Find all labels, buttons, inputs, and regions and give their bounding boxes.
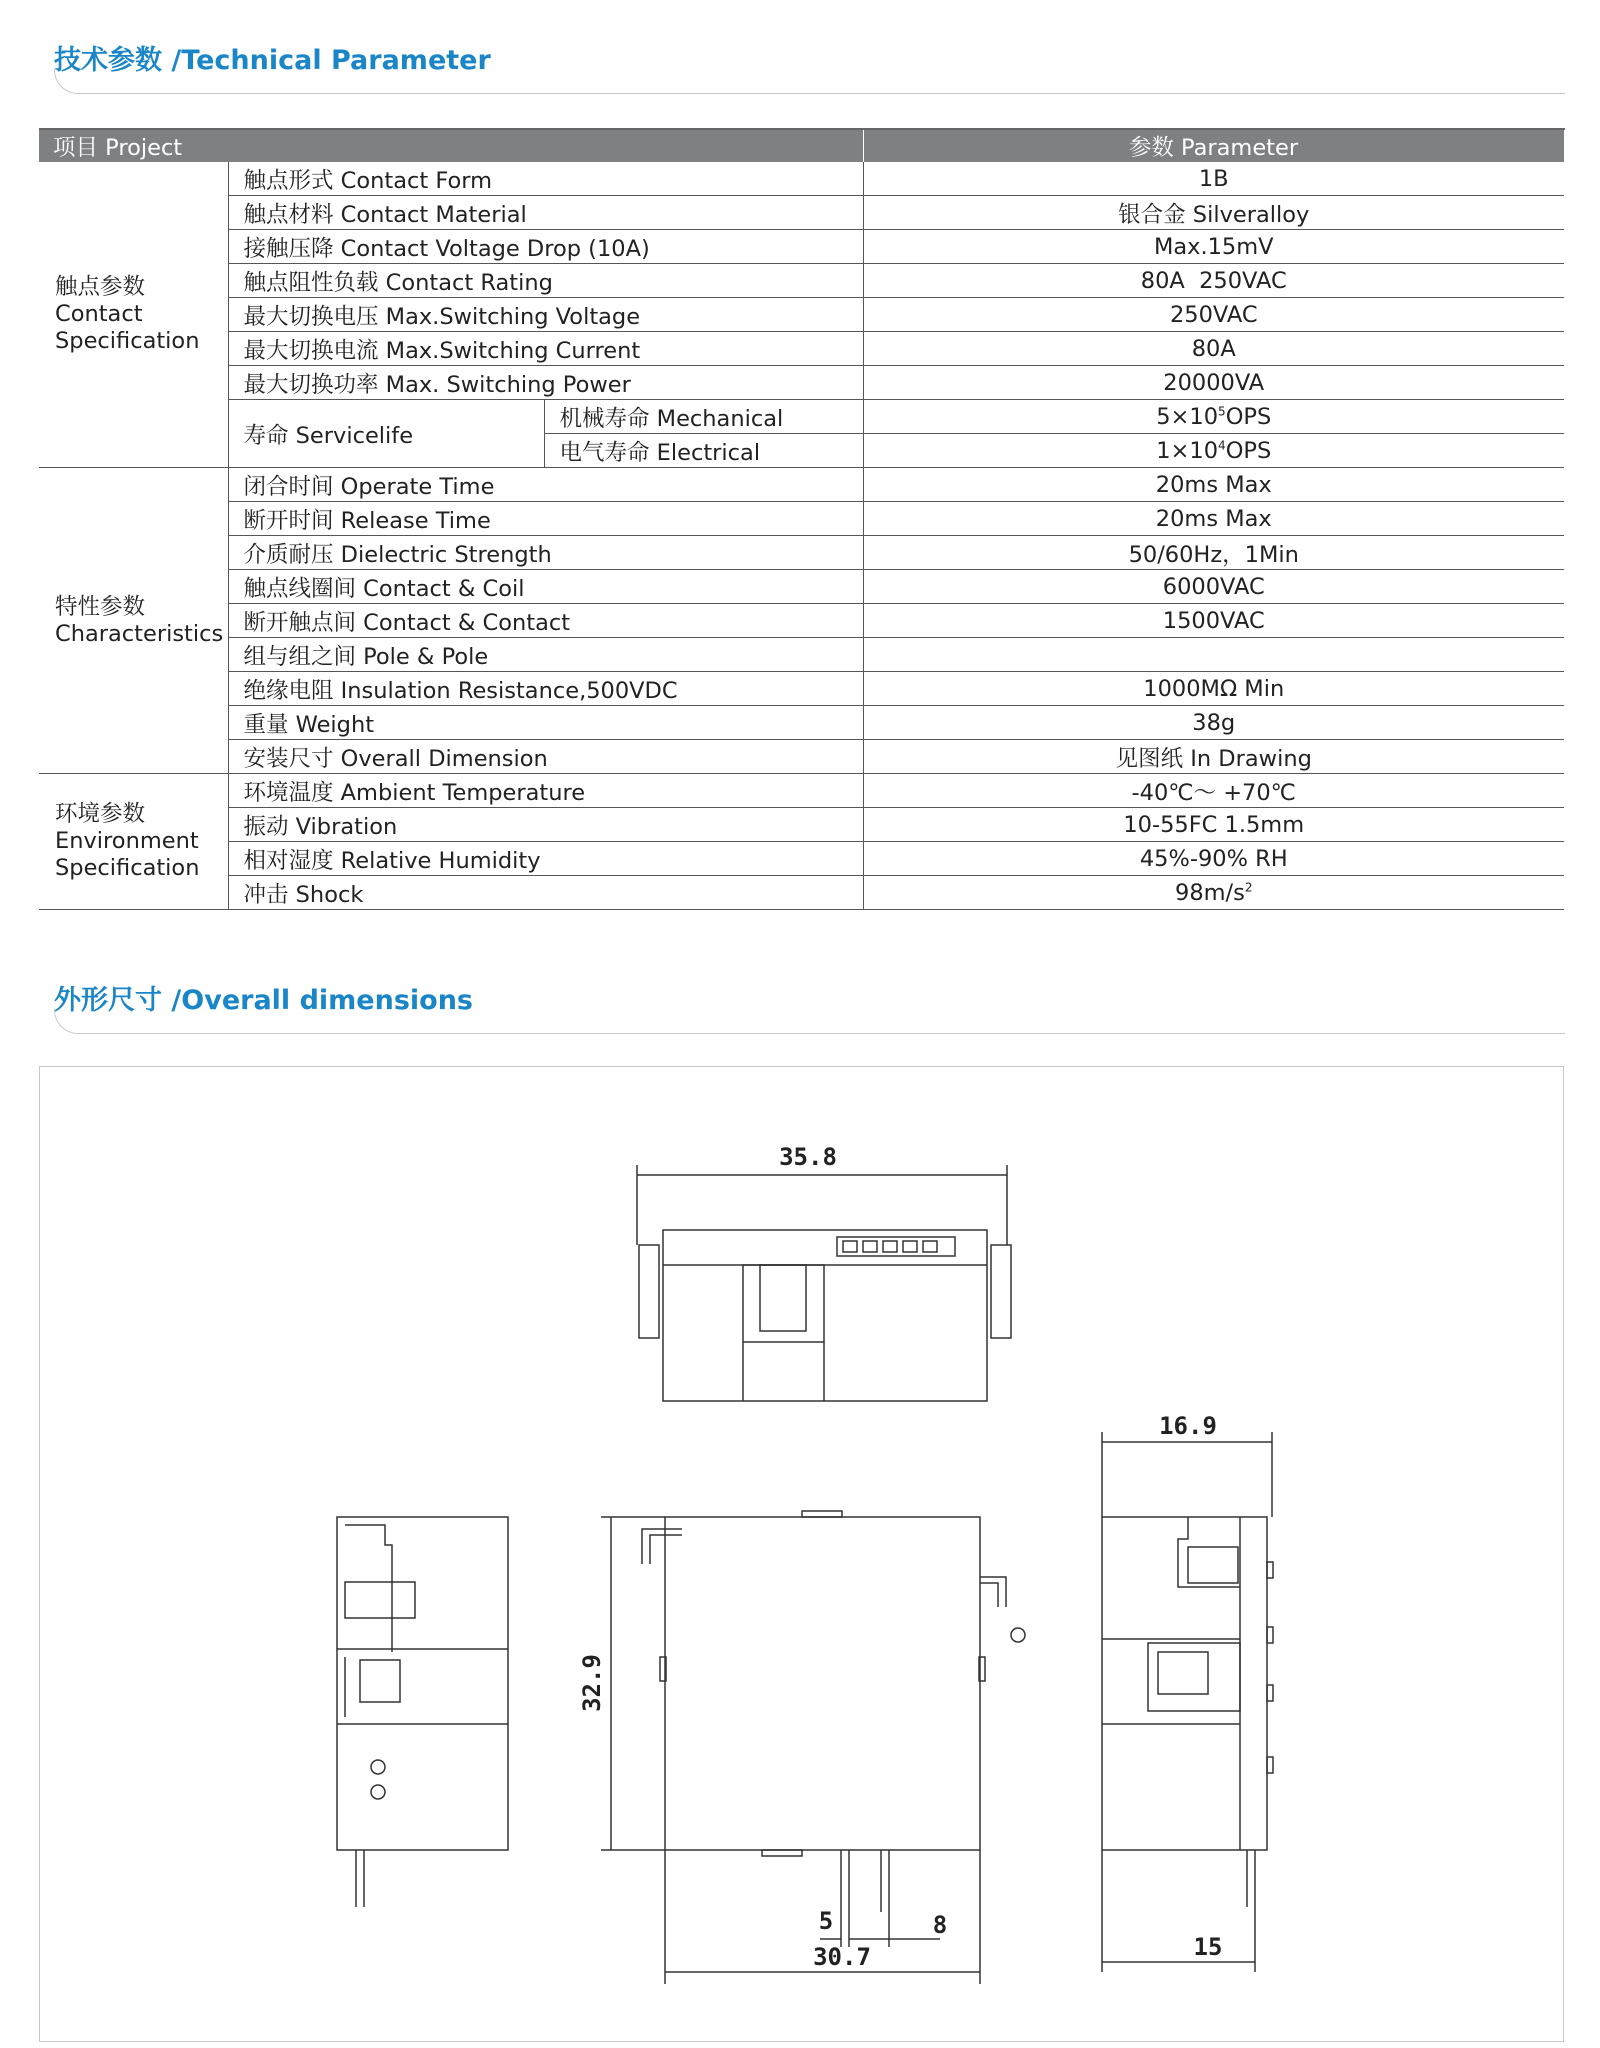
table-row bbox=[39, 808, 1564, 842]
table-row bbox=[39, 366, 1564, 400]
row-value: 见图纸 In Drawing bbox=[863, 740, 1564, 774]
table-row bbox=[39, 468, 1564, 502]
value-base: 1×10 bbox=[1156, 437, 1219, 464]
row-value: 38g bbox=[863, 706, 1564, 740]
value-exponent: 2 bbox=[1244, 880, 1253, 894]
row-value: 45%-90% RH bbox=[863, 842, 1564, 876]
row-label: 相对湿度 Relative Humidity bbox=[228, 842, 863, 876]
dimension-drawing-panel bbox=[39, 1066, 1564, 2042]
value-unit: OPS bbox=[1225, 437, 1272, 464]
row-value: 80A bbox=[863, 332, 1564, 366]
top-view-outline bbox=[639, 1230, 1011, 1401]
table-row bbox=[39, 162, 1564, 196]
row-value: 1B bbox=[863, 162, 1564, 196]
table-row bbox=[39, 264, 1564, 298]
dimension-line-side-width bbox=[1102, 1432, 1272, 1517]
dimension-line-pins bbox=[820, 1912, 940, 1947]
group-characteristics bbox=[39, 468, 228, 774]
row-value: 50/60Hz，1Min bbox=[863, 536, 1564, 570]
value-exponent: 4 bbox=[1218, 438, 1226, 452]
row-label: 接触压降 Contact Voltage Drop (10A) bbox=[228, 230, 863, 264]
table-row bbox=[39, 570, 1564, 604]
table-row bbox=[39, 842, 1564, 876]
right-view-outline bbox=[1102, 1517, 1273, 1907]
group-contact-specification bbox=[39, 162, 228, 468]
value-unit: OPS bbox=[1225, 403, 1272, 430]
group-label-en: Specification bbox=[55, 328, 200, 354]
row-value bbox=[863, 434, 1564, 468]
row-value: 250VAC bbox=[863, 298, 1564, 332]
row-label: 触点形式 Contact Form bbox=[228, 162, 863, 196]
header-project: 项目 Project bbox=[39, 129, 863, 162]
dimension-label-side-depth: 15 bbox=[1193, 1933, 1223, 1961]
table-row bbox=[39, 400, 1564, 434]
section-divider bbox=[54, 1009, 1565, 1034]
group-label-cn: 环境参数 bbox=[55, 801, 146, 827]
table-row bbox=[39, 536, 1564, 570]
row-value: 20ms Max bbox=[863, 502, 1564, 536]
row-label: 绝缘电阻 Insulation Resistance,500VDC bbox=[228, 672, 863, 706]
left-view-outline bbox=[337, 1517, 508, 1907]
row-label: 环境温度 Ambient Temperature bbox=[228, 774, 863, 808]
row-label: 触点阻性负载 Contact Rating bbox=[228, 264, 863, 298]
row-label: 触点材料 Contact Material bbox=[228, 196, 863, 230]
row-value: 10-55FC 1.5mm bbox=[863, 808, 1564, 842]
row-label: 最大切换电流 Max.Switching Current bbox=[228, 332, 863, 366]
table-row bbox=[39, 604, 1564, 638]
row-label: 断开触点间 Contact & Contact bbox=[228, 604, 863, 638]
group-label-en: Environment bbox=[55, 828, 199, 854]
row-sublabel: 机械寿命 Mechanical bbox=[544, 400, 863, 434]
row-label: 振动 Vibration bbox=[228, 808, 863, 842]
row-value bbox=[863, 876, 1564, 910]
overall-dimensions-title: 外形尺寸 /Overall dimensions bbox=[54, 985, 473, 1016]
row-label: 最大切换电压 Max.Switching Voltage bbox=[228, 298, 863, 332]
row-label: 最大切换功率 Max. Switching Power bbox=[228, 366, 863, 400]
row-value: 1000MΩ Min bbox=[863, 672, 1564, 706]
row-sublabel: 电气寿命 Electrical bbox=[544, 434, 863, 468]
row-value: 20000VA bbox=[863, 366, 1564, 400]
group-label-en: Specification bbox=[55, 855, 200, 881]
group-label-cn: 触点参数 bbox=[55, 274, 146, 300]
group-label-cn: 特性参数 bbox=[55, 593, 146, 620]
dimension-label-bottom-width: 30.7 bbox=[813, 1943, 871, 1971]
dimension-label-top-width: 35.8 bbox=[779, 1143, 837, 1171]
value-base: 5×10 bbox=[1156, 403, 1219, 430]
dimension-line-height bbox=[601, 1517, 665, 1850]
table-row bbox=[39, 502, 1564, 536]
table-row bbox=[39, 230, 1564, 264]
row-label: 重量 Weight bbox=[228, 706, 863, 740]
row-value: 20ms Max bbox=[863, 468, 1564, 502]
value-base: 98m/s bbox=[1175, 879, 1245, 906]
row-value bbox=[863, 638, 1564, 672]
dimension-label-pin-offset: 8 bbox=[932, 1911, 948, 1939]
dimension-label-pin-spacing: 5 bbox=[818, 1907, 834, 1935]
table-row bbox=[39, 196, 1564, 230]
front-view-outline bbox=[642, 1511, 1025, 1912]
table-row bbox=[39, 298, 1564, 332]
row-label: 组与组之间 Pole & Pole bbox=[228, 638, 863, 672]
row-label: 安装尺寸 Overall Dimension bbox=[228, 740, 863, 774]
row-label: 闭合时间 Operate Time bbox=[228, 468, 863, 502]
row-label: 介质耐压 Dielectric Strength bbox=[228, 536, 863, 570]
header-parameter: 参数 Parameter bbox=[863, 129, 1564, 162]
dimension-line-top-width bbox=[637, 1165, 1007, 1245]
row-label: 触点线圈间 Contact & Coil bbox=[228, 570, 863, 604]
value-exponent: 5 bbox=[1218, 404, 1226, 418]
dimension-line-side-depth bbox=[1102, 1850, 1255, 1972]
dimension-label-side-width: 16.9 bbox=[1159, 1412, 1217, 1440]
dimension-label-height: 32.9 bbox=[578, 1654, 606, 1712]
row-value: 1500VAC bbox=[863, 604, 1564, 638]
row-label-servicelife: 寿命 Servicelife bbox=[228, 400, 544, 468]
group-label-en: Contact bbox=[55, 301, 143, 327]
relay-dimension-drawing bbox=[40, 1067, 1563, 2041]
parameter-table bbox=[39, 128, 1565, 910]
row-value: Max.15mV bbox=[863, 230, 1564, 264]
row-value: 银合金 Silveralloy bbox=[863, 196, 1564, 230]
row-label: 冲击 Shock bbox=[228, 876, 863, 910]
row-value: -40℃～ +70℃ bbox=[863, 774, 1564, 808]
row-value bbox=[863, 400, 1564, 434]
technical-parameter-title: 技术参数 /Technical Parameter bbox=[54, 45, 491, 76]
table-row bbox=[39, 706, 1564, 740]
group-label-en: Characteristics bbox=[55, 620, 224, 647]
table-row bbox=[39, 740, 1564, 774]
table-row bbox=[39, 876, 1564, 910]
table-row bbox=[39, 638, 1564, 672]
table-row bbox=[39, 672, 1564, 706]
row-value: 6000VAC bbox=[863, 570, 1564, 604]
section-divider bbox=[54, 69, 1565, 94]
table-row bbox=[39, 774, 1564, 808]
table-header-row bbox=[39, 129, 1564, 162]
group-environment-specification bbox=[39, 774, 228, 910]
row-label: 断开时间 Release Time bbox=[228, 502, 863, 536]
row-value: 80A 250VAC bbox=[863, 264, 1564, 298]
table-row bbox=[39, 332, 1564, 366]
